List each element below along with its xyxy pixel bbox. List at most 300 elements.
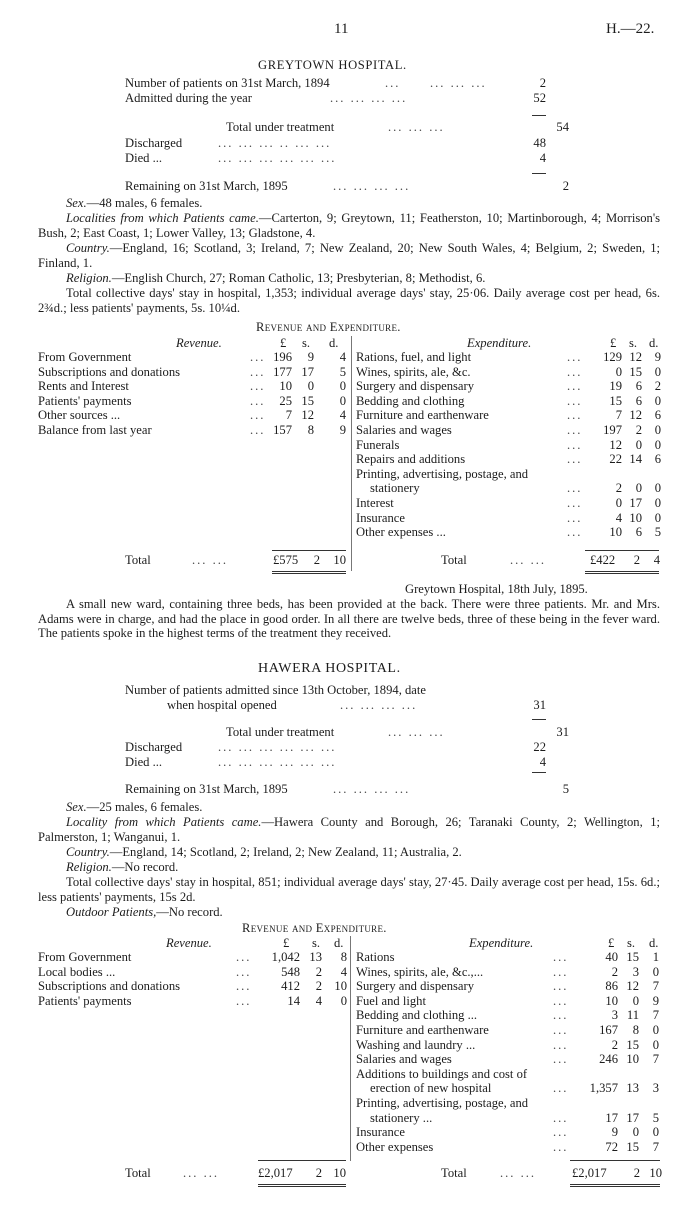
ledger-shillings: 9 <box>307 350 314 364</box>
dots: ... ... <box>510 553 547 567</box>
hawera-rev-total-label: Total <box>125 1166 151 1180</box>
dots: ... <box>553 1081 569 1096</box>
hawera-out-value: 4 <box>539 755 546 769</box>
greytown-total-label: Total under treatment <box>226 120 335 134</box>
ledger-shillings: 12 <box>626 979 639 994</box>
ledger-item-label: Furniture and earthenware <box>356 1023 489 1037</box>
ledger-pence: 0 <box>339 393 346 408</box>
greytown-rev-total-pounds: £575 <box>273 553 299 567</box>
dots: ... ... ... ... ... ... <box>218 755 337 769</box>
expenditure-row <box>0 481 700 495</box>
dots: ... <box>567 496 583 510</box>
col-head-shillings: s. <box>629 336 638 350</box>
col-head-pence: d. <box>649 936 659 950</box>
ledger-pounds: 72 <box>605 1139 618 1154</box>
ledger-shillings: 6 <box>635 525 642 540</box>
ledger-pounds: 0 <box>615 496 622 510</box>
rule <box>272 550 346 551</box>
expenditure-row <box>0 994 700 1008</box>
ledger-item-label: Local bodies ... <box>38 964 116 979</box>
ledger-pence: 9 <box>654 350 661 364</box>
ledger-shillings: 12 <box>629 408 642 423</box>
hawera-total-label: Total under treatment <box>226 725 335 739</box>
dots: ... <box>553 964 569 979</box>
dots: ... <box>567 408 583 423</box>
ledger-pounds: 17 <box>605 1110 618 1125</box>
ledger-item-label: erection of new hospital <box>370 1081 492 1096</box>
dots: ... <box>567 393 583 408</box>
dots: ... <box>567 452 583 467</box>
ledger-shillings: 2 <box>315 979 322 994</box>
greytown-remaining-value: 2 <box>562 179 569 193</box>
expenditure-row <box>0 525 700 539</box>
rule <box>585 550 659 551</box>
ledger-item-label: Interest <box>356 496 394 510</box>
dots: ... <box>553 950 569 964</box>
ledger-shillings: 6 <box>635 393 642 408</box>
ledger-pence: 1 <box>652 950 659 964</box>
ledger-shillings: 13 <box>309 950 322 964</box>
ledger-shillings: 2 <box>315 964 322 979</box>
expenditure-row <box>0 511 700 525</box>
greytown-title: GREYTOWN HOSPITAL. <box>258 58 407 72</box>
ledger-pence: 3 <box>652 1081 659 1096</box>
greytown-out-value: 4 <box>539 151 546 165</box>
ledger-pence: 0 <box>652 1037 659 1052</box>
ledger-shillings: 17 <box>629 496 642 510</box>
ledger-pounds: 197 <box>603 423 622 437</box>
hawera-rev-total-shillings: 2 <box>315 1166 322 1180</box>
ledger-pence: 6 <box>654 408 661 423</box>
ledger-shillings: 15 <box>301 393 314 408</box>
greytown-stat-value: 2 <box>539 76 546 90</box>
ledger-item-label: Surgery and dispensary <box>356 979 474 994</box>
dots: ... <box>567 437 583 452</box>
ledger-pounds: 2 <box>615 481 622 496</box>
ledger-shillings: 0 <box>635 481 642 496</box>
ledger-pounds: 167 <box>599 1023 618 1037</box>
greytown-stat-label: Admitted during the year <box>125 91 252 105</box>
ledger-pounds: 7 <box>285 408 292 423</box>
dots: ... ... ... ... <box>340 698 418 712</box>
dots: ... ... ... ... ... ... <box>218 740 337 754</box>
dots: ... <box>553 1023 569 1037</box>
ledger-item-label: Repairs and additions <box>356 452 466 467</box>
ledger-item-label: Wines, spirits, ale, &c. <box>356 364 471 379</box>
ledger-shillings: 15 <box>626 950 639 964</box>
ledger-pounds: 10 <box>609 525 622 540</box>
expenditure-row <box>0 1096 700 1110</box>
ledger-shillings: 3 <box>632 964 639 979</box>
dots: ... ... ... <box>388 120 445 134</box>
ledger-pounds: 86 <box>605 979 618 994</box>
dots: ... <box>236 979 252 994</box>
ledger-pence: 5 <box>654 525 661 540</box>
ledger-shillings: 12 <box>629 350 642 364</box>
dots: ... <box>250 393 266 408</box>
ledger-pounds: 0 <box>615 364 622 379</box>
ledger-pounds: 4 <box>615 510 622 525</box>
hawera-out-label: Died ... <box>125 755 163 769</box>
ledger-item-label: Insurance <box>356 1125 405 1140</box>
greytown-sex: Sex.—48 males, 6 females. <box>66 196 203 210</box>
dots: ... <box>385 76 401 90</box>
hawera-title: HAWERA HOSPITAL. <box>258 661 401 676</box>
greytown-rev-total-pence: 10 <box>333 553 346 567</box>
hawera-admitted-label-cont: when hospital opened <box>167 698 277 712</box>
dots: ... ... <box>192 553 229 567</box>
double-rule <box>258 1184 346 1187</box>
ledger-pence: 4 <box>339 408 346 423</box>
ledger-item-label: stationery <box>370 481 420 496</box>
greytown-localities: Localities from which Patients came.—Carterton, 9; Greytown, 11; Featherston, 10; Martinborough, 4; Morrison's Bush, 2; East Coast, 1; Lower Valley, 13; Gladstone, 4. <box>38 211 660 240</box>
expenditure-row <box>0 408 700 422</box>
ledger-shillings: 12 <box>301 408 314 423</box>
ledger-pence: 4 <box>339 350 346 364</box>
dots: ... <box>553 1125 569 1140</box>
ledger-pence: 0 <box>652 1023 659 1037</box>
ledger-pounds: 2 <box>611 1037 618 1052</box>
dots: ... <box>250 350 266 364</box>
dots: ... <box>553 1139 569 1154</box>
rule <box>532 772 546 773</box>
expenditure-row <box>0 1038 700 1052</box>
hawera-sex: Sex.—25 males, 6 females. <box>66 800 203 814</box>
ledger-item-label: Printing, advertising, postage, and <box>356 466 529 481</box>
ledger-pence: 0 <box>654 364 661 379</box>
col-head-pence: d. <box>334 936 344 950</box>
hawera-country: Country.—England, 14; Scotland, 2; Ireland, 2; New Zealand, 11; Australia, 2. <box>66 845 462 859</box>
ledger-item-label: Surgery and dispensary <box>356 379 474 394</box>
hawera-exp-total-pence: 10 <box>649 1166 662 1180</box>
ledger-item-label: Rations, fuel, and light <box>356 350 472 364</box>
hawera-total-value: 31 <box>556 725 569 739</box>
expenditure-row <box>0 1008 700 1022</box>
expenditure-row <box>0 1125 700 1139</box>
ledger-item-label: Bedding and clothing ... <box>356 1008 478 1023</box>
dots: ... ... ... ... <box>330 91 408 105</box>
expenditure-row <box>0 467 700 481</box>
hawera-religion: Religion.—No record. <box>66 860 179 874</box>
greytown-date-line: Greytown Hospital, 18th July, 1895. <box>405 582 588 596</box>
hawera-rev-total-pounds: £2,017 <box>258 1166 293 1180</box>
ledger-pence: 9 <box>652 993 659 1008</box>
expenditure-heading: Expenditure. <box>469 936 534 950</box>
ledger-shillings: 0 <box>632 1125 639 1140</box>
dots: ... <box>236 950 252 964</box>
ledger-shillings: 13 <box>626 1081 639 1096</box>
ledger-item-label: Printing, advertising, postage, and <box>356 1096 529 1110</box>
ledger-pence: 0 <box>654 437 661 452</box>
ledger-item-label: Insurance <box>356 510 405 525</box>
ledger-item-label: Patients' payments <box>38 993 132 1008</box>
expenditure-row <box>0 1111 700 1125</box>
dots: ... ... ... <box>430 76 487 90</box>
greytown-country: Country.—England, 16; Scotland, 3; Ireland, 7; New Zealand, 20; New South Wales, 4; Belgium, 2; Sweden, 1; Finland, 1. <box>38 241 660 270</box>
greytown-re-title: Revenue and Expenditure. <box>256 320 401 334</box>
ledger-pence: 4 <box>340 964 347 979</box>
ledger-pounds: 14 <box>287 993 300 1008</box>
greytown-total-value: 54 <box>556 120 569 134</box>
ledger-shillings: 15 <box>626 1037 639 1052</box>
col-head-pence: d. <box>649 336 659 350</box>
greytown-exp-total-pounds: £422 <box>590 553 616 567</box>
double-rule <box>570 1184 660 1187</box>
ledger-shillings: 0 <box>632 993 639 1008</box>
ledger-pence: 0 <box>339 379 346 394</box>
ledger-item-label: From Government <box>38 950 132 964</box>
ledger-item-label: Other expenses <box>356 1139 434 1154</box>
ledger-pounds: 196 <box>273 350 292 364</box>
ledger-pence: 0 <box>654 423 661 437</box>
ledger-item-label: Bedding and clothing <box>356 393 465 408</box>
hawera-exp-total-label: Total <box>441 1166 467 1180</box>
ledger-item-label: Funerals <box>356 437 400 452</box>
ledger-pence: 0 <box>652 964 659 979</box>
dots: ... <box>567 510 583 525</box>
dots: ... ... ... ... <box>333 179 411 193</box>
ledger-pence: 0 <box>652 1125 659 1140</box>
dots: ... <box>567 350 583 364</box>
greytown-report: A small new ward, containing three beds, has been provided at the back. There were three patients. Mr. and Mrs. Adams were in charge, and had the place in good order. In all there are twelve beds, three of these being in the fever ward. The patients spoke in the highest terms of the treatment they received. <box>38 597 660 641</box>
dots: ... <box>553 1110 569 1125</box>
dots: ... ... ... ... ... ... <box>218 151 337 165</box>
ledger-item-label: Balance from last year <box>38 423 152 437</box>
expenditure-row <box>0 1067 700 1081</box>
hawera-exp-total-pounds: £2,017 <box>572 1166 607 1180</box>
col-head-pounds: £ <box>280 336 287 350</box>
ledger-pence: 7 <box>652 1139 659 1154</box>
ledger-pounds: 157 <box>273 423 292 437</box>
col-head-pence: d. <box>329 336 339 350</box>
page-number: 11 <box>334 21 349 37</box>
ledger-item-label: stationery ... <box>370 1110 433 1125</box>
ledger-pounds: 10 <box>605 993 618 1008</box>
dots: ... <box>553 1008 569 1023</box>
ledger-pence: 5 <box>652 1110 659 1125</box>
ledger-pence: 0 <box>654 481 661 496</box>
dots: ... ... ... ... <box>333 782 411 796</box>
ledger-pounds: 25 <box>279 393 292 408</box>
ledger-shillings: 10 <box>626 1052 639 1067</box>
hawera-remaining-value: 5 <box>562 782 569 796</box>
dots: ... ... <box>500 1166 537 1180</box>
dots: ... <box>567 364 583 379</box>
ledger-item-label: Other sources ... <box>38 408 121 423</box>
ledger-item-label: Subscriptions and donations <box>38 364 181 379</box>
double-rule <box>585 571 659 574</box>
greytown-remaining-label: Remaining on 31st March, 1895 <box>125 179 288 193</box>
ledger-item-label: Salaries and wages <box>356 1052 452 1067</box>
document-reference: H.—22. <box>606 21 655 37</box>
ledger-item-label: Other expenses ... <box>356 525 446 540</box>
ledger-pounds: 246 <box>599 1052 618 1067</box>
expenditure-row <box>0 1052 700 1066</box>
expenditure-row <box>0 1140 700 1154</box>
ledger-item-label: Additions to buildings and cost of <box>356 1066 528 1081</box>
dots: ... <box>567 379 583 394</box>
ledger-pounds: 1,042 <box>271 950 300 964</box>
ledger-item-label: Rents and Interest <box>38 379 129 394</box>
expenditure-row <box>0 452 700 466</box>
ledger-shillings: 4 <box>315 993 322 1008</box>
expenditure-row <box>0 979 700 993</box>
greytown-out-label: Died ... <box>125 151 163 165</box>
expenditure-row <box>0 350 700 364</box>
expenditure-row <box>0 379 700 393</box>
ledger-shillings: 6 <box>635 379 642 394</box>
expenditure-row <box>0 423 700 437</box>
ledger-item-label: Salaries and wages <box>356 423 452 437</box>
dots: ... <box>236 964 252 979</box>
dots: ... <box>553 993 569 1008</box>
ledger-pounds: 3 <box>611 1008 618 1023</box>
rule <box>532 173 546 174</box>
greytown-days: Total collective days' stay in hospital, 1,353; individual average days' stay, 25·06. Daily average cost per head, 6s. 2¾d.; less patients' payments, 5s. 10¼d. <box>38 286 660 315</box>
dots: ... <box>553 979 569 994</box>
ledger-pence: 9 <box>339 423 346 437</box>
ledger-pounds: 412 <box>281 979 300 994</box>
ledger-pence: 7 <box>652 1008 659 1023</box>
ledger-pence: 2 <box>654 379 661 394</box>
rule <box>532 115 546 116</box>
hawera-days: Total collective days' stay in hospital, 851; individual average days' stay, 27·45. Daily average cost per head, 15s. 6d.; less patients' payments, 15s 2d. <box>38 875 660 904</box>
hawera-localities: Locality from which Patients came.—Hawera County and Borough, 26; Taranaki County, 2; Wellington, 1; Palmerston, 1; Wanganui, 1. <box>38 815 660 844</box>
rule <box>258 1160 346 1161</box>
ledger-shillings: 11 <box>626 1008 639 1023</box>
ledger-pounds: 15 <box>609 393 622 408</box>
ledger-shillings: 8 <box>632 1023 639 1037</box>
ledger-pounds: 22 <box>609 452 622 467</box>
expenditure-row <box>0 950 700 964</box>
ledger-shillings: 0 <box>307 379 314 394</box>
dots: ... <box>553 1052 569 1067</box>
ledger-item-label: Rations <box>356 950 395 964</box>
greytown-rev-total-label: Total <box>125 553 151 567</box>
ledger-pounds: 19 <box>609 379 622 394</box>
ledger-shillings: 15 <box>626 1139 639 1154</box>
dots: ... <box>250 379 266 394</box>
ledger-pence: 7 <box>652 979 659 994</box>
ledger-pounds: 40 <box>605 950 618 964</box>
ledger-shillings: 17 <box>626 1110 639 1125</box>
hawera-out-label: Discharged <box>125 740 183 754</box>
hawera-exp-total-shillings: 2 <box>633 1166 640 1180</box>
dots: ... <box>553 1037 569 1052</box>
ledger-pounds: 7 <box>615 408 622 423</box>
hawera-out-value: 22 <box>533 740 546 754</box>
revenue-heading: Revenue. <box>166 936 212 950</box>
ledger-pence: 10 <box>334 979 347 994</box>
ledger-pounds: 1,357 <box>589 1081 618 1096</box>
greytown-out-label: Discharged <box>125 136 183 150</box>
dots: ... <box>250 408 266 423</box>
dots: ... ... ... .. ... ... <box>218 136 332 150</box>
dots: ... <box>236 993 252 1008</box>
ledger-item-label: Wines, spirits, ale, &c.,... <box>356 964 484 979</box>
hawera-admitted-value: 31 <box>533 698 546 712</box>
ledger-pounds: 12 <box>609 437 622 452</box>
ledger-pence: 0 <box>340 993 347 1008</box>
rule <box>532 719 546 720</box>
dots: ... <box>567 525 583 540</box>
col-head-shillings: s. <box>627 936 636 950</box>
ledger-item-label: Subscriptions and donations <box>38 979 181 994</box>
ledger-pounds: 10 <box>279 379 292 394</box>
ledger-item-label: Fuel and light <box>356 993 426 1008</box>
ledger-shillings: 0 <box>635 437 642 452</box>
ledger-pence: 5 <box>339 364 346 379</box>
expenditure-heading: Expenditure. <box>467 336 532 350</box>
col-head-pounds: £ <box>610 336 617 350</box>
greytown-stat-value: 52 <box>533 91 546 105</box>
expenditure-row <box>0 1081 700 1095</box>
greytown-stat-label: Number of patients on 31st March, 1894 <box>125 76 330 90</box>
expenditure-row <box>0 965 700 979</box>
revenue-heading: Revenue. <box>176 336 222 350</box>
ledger-shillings: 14 <box>629 452 642 467</box>
greytown-exp-total-label: Total <box>441 553 467 567</box>
dots: ... <box>250 364 266 379</box>
expenditure-row <box>0 496 700 510</box>
ledger-pounds: 177 <box>273 364 292 379</box>
ledger-pence: 6 <box>654 452 661 467</box>
ledger-shillings: 8 <box>307 423 314 437</box>
greytown-out-value: 48 <box>533 136 546 150</box>
hawera-remaining-label: Remaining on 31st March, 1895 <box>125 782 288 796</box>
dots: ... <box>567 481 583 496</box>
ledger-pence: 7 <box>652 1052 659 1067</box>
ledger-item-label: Patients' payments <box>38 393 132 408</box>
col-head-shillings: s. <box>302 336 311 350</box>
rule <box>570 1160 660 1161</box>
dots: ... ... ... <box>388 725 445 739</box>
expenditure-row <box>0 1023 700 1037</box>
expenditure-row <box>0 394 700 408</box>
col-head-pounds: £ <box>283 936 290 950</box>
double-rule <box>272 571 346 574</box>
ledger-pounds: 129 <box>603 350 622 364</box>
ledger-shillings: 15 <box>629 364 642 379</box>
greytown-rev-total-shillings: 2 <box>313 553 320 567</box>
ledger-item-label: From Government <box>38 350 132 364</box>
hawera-outdoor: Outdoor Patients,—No record. <box>66 905 223 919</box>
dots: ... <box>250 423 266 437</box>
ledger-pence: 0 <box>654 496 661 510</box>
ledger-pence: 0 <box>654 510 661 525</box>
ledger-pence: 0 <box>654 393 661 408</box>
ledger-pence: 8 <box>340 950 347 964</box>
greytown-religion: Religion.—English Church, 27; Roman Catholic, 13; Presbyterian, 8; Methodist, 6. <box>66 271 486 285</box>
ledger-pounds: 2 <box>611 964 618 979</box>
ledger-shillings: 10 <box>629 510 642 525</box>
ledger-shillings: 17 <box>301 364 314 379</box>
greytown-exp-total-shillings: 2 <box>633 553 640 567</box>
greytown-exp-total-pence: 4 <box>653 553 660 567</box>
col-head-pounds: £ <box>608 936 615 950</box>
col-head-shillings: s. <box>312 936 321 950</box>
dots: ... <box>567 423 583 437</box>
ledger-pounds: 548 <box>281 964 300 979</box>
dots: ... ... <box>183 1166 220 1180</box>
hawera-re-title: Revenue and Expenditure. <box>242 921 387 935</box>
ledger-item-label: Washing and laundry ... <box>356 1037 476 1052</box>
hawera-admitted-label: Number of patients admitted since 13th October, 1894, date <box>125 683 426 697</box>
hawera-rev-total-pence: 10 <box>333 1166 346 1180</box>
ledger-item-label: Furniture and earthenware <box>356 408 489 423</box>
expenditure-row <box>0 365 700 379</box>
ledger-pounds: 9 <box>611 1125 618 1140</box>
